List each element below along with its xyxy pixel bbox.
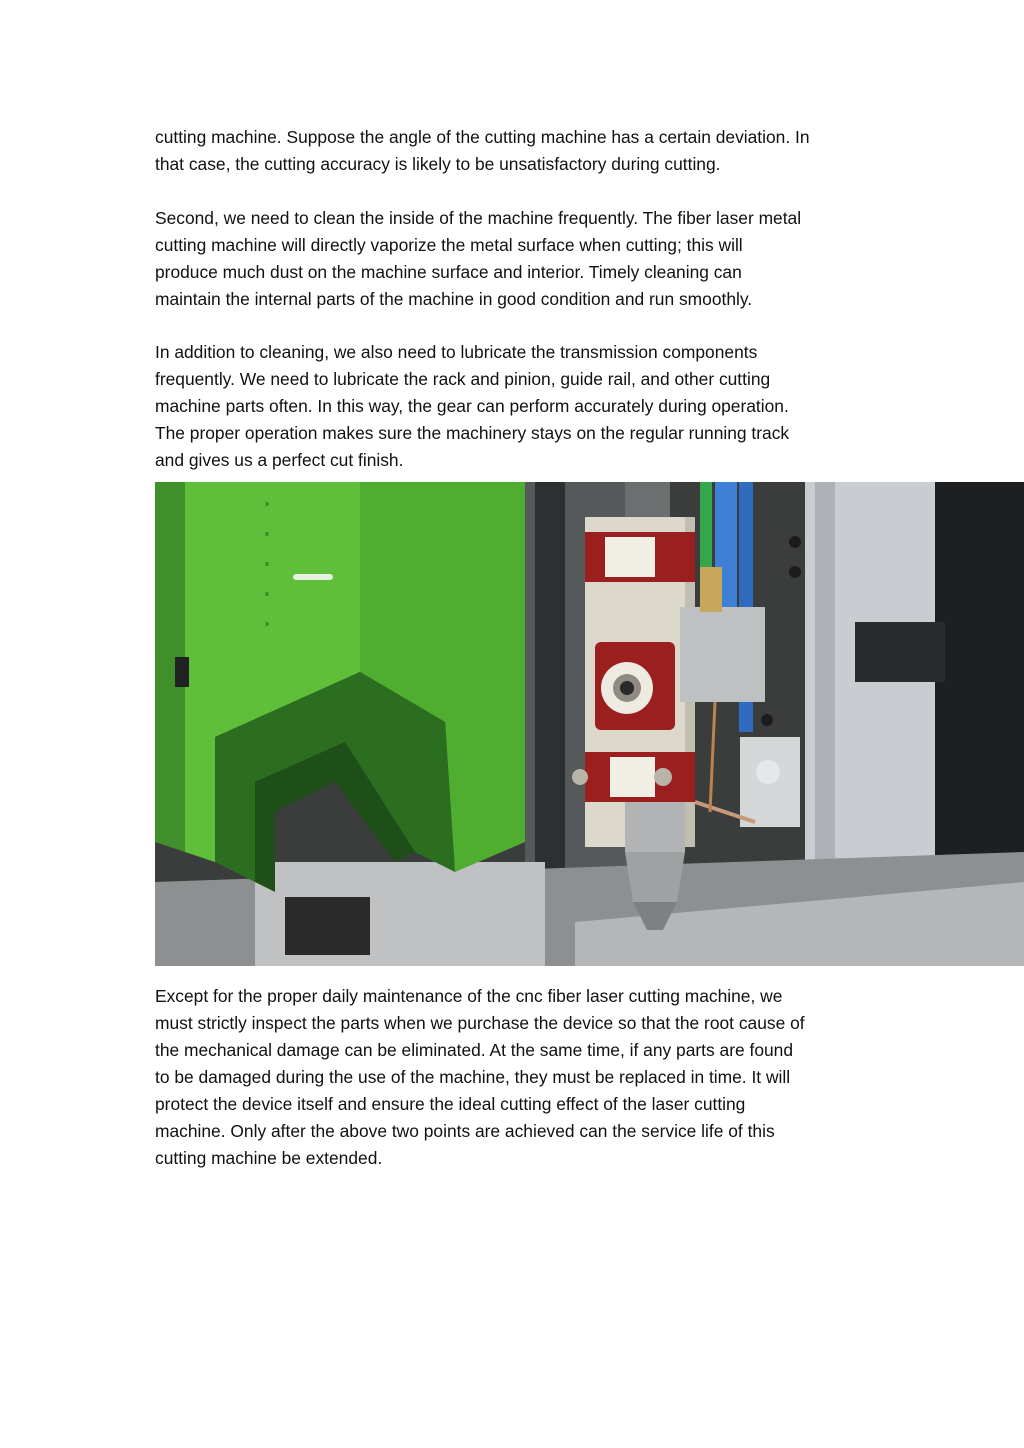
- laser-cutting-head-illustration: [155, 482, 1024, 966]
- paragraph-4: Except for the proper daily maintenance of the cnc fiber laser cutting machine, we must strictly inspect the parts when we purchase the device so that the root cause of the mechanical damage can be eliminated. At the same time, if any parts are found to be damaged during the use of the machine, they must be replaced in time. It will protect the device itself and ensure the ideal cutting effect of the laser cutting machine. Only after the above two points are achieved can the service life of this cutting machine be extended.: [155, 986, 805, 1168]
- paragraph-2: Second, we need to clean the inside of the machine frequently. The fiber laser metal cutting machine will directly vaporize the metal surface when cutting; this will produce much dust on the machine surface and interior. Timely cleaning can maintain the internal parts of the machine in good condition and run smoothly.: [155, 208, 802, 309]
- laser-cutting-head-photo: [155, 482, 1024, 966]
- paragraph-1: cutting machine. Suppose the angle of the cutting machine has a certain deviation. In that case, the cutting accuracy is likely to be unsatisfactory during cutting.: [155, 127, 810, 174]
- paragraph-3: In addition to cleaning, we also need to lubricate the transmission components frequently. We need to lubricate the rack and pinion, guide rail, and other cutting machine parts often. In this way, the gear can perform accurately during operation. The proper operation makes sure the machinery stays on the regular running track and gives us a perfect cut finish.: [155, 342, 790, 470]
